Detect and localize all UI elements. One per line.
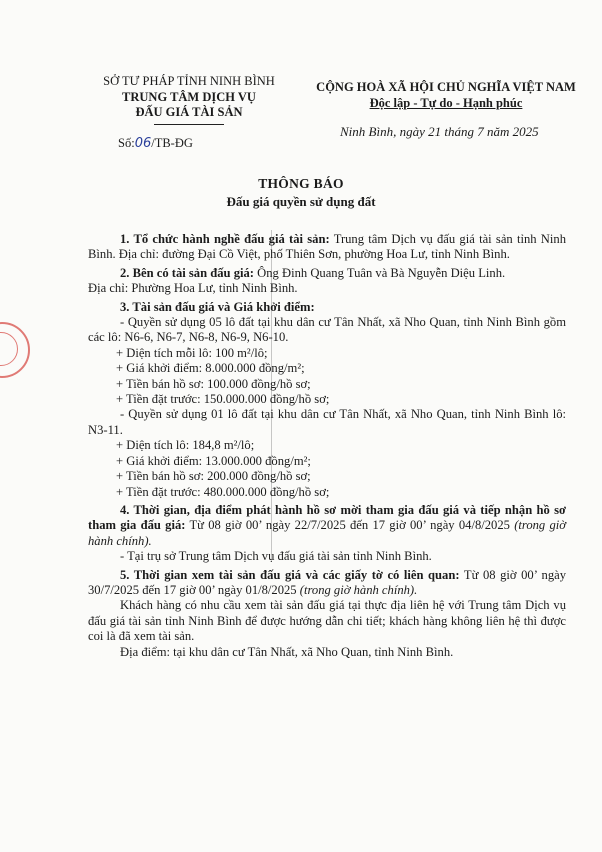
section-1-text: Trung tâm Dịch vụ đấu giá tài sản tỉnh Ninh Bình. Địa chỉ: đường Đại Cồ Việt, phố Thiên Sơn, phường Hoa Lư, tỉnh Ninh Bình. [88,232,566,262]
section-2-heading: 2. Bên có tài sản đấu giá: [120,265,254,280]
org-line-2: TRUNG TÂM DỊCH VỤ [122,89,256,104]
section-2-text: Ông Đinh Quang Tuân và Bà Nguyễn Diệu Linh. [254,265,506,280]
document-title: THÔNG BÁO [258,176,344,191]
lot-a-area: + Diện tích mỗi lô: 100 m²/lô; [116,345,268,360]
lot-b-dossier-fee: + Tiền bán hồ sơ: 200.000 đồng/hồ sơ; [116,469,311,484]
section-5-contact: Khách hàng có nhu cầu xem tài sản đấu giá tại thực địa liên hệ với Trung tâm Dịch vụ đấu giá tài sản tỉnh Ninh Bình để được hướng dẫn chi tiết; khách hàng không liên hệ thì được coi là đã xem tài sản. [88,598,566,644]
national-header [296,80,596,111]
section-3-lot-group-a: - Quyền sử dụng 05 lô đất tại khu dân cư Tân Nhất, xã Nho Quan, tỉnh Ninh Bình gồm các lô: N6-6, N6-7, N6-8, N6-9, N6-10. [88,315,566,345]
lot-b-deposit: + Tiền đặt trước: 480.000.000 đồng/hồ sơ; [116,484,330,499]
section-2 [88,266,566,281]
org-line-1: SỞ TƯ PHÁP TỈNH NINH BÌNH [103,74,275,88]
section-4-place: - Tại trụ sở Trung tâm Dịch vụ đấu giá tài sản tỉnh Ninh Bình. [120,549,432,564]
section-3-heading: 3. Tài sản đấu giá và Giá khởi điểm: [120,299,315,314]
section-2-address: Địa chỉ: Phường Hoa Lư, tỉnh Ninh Bình. [88,281,298,296]
section-5-heading: 5. Thời gian xem tài sản đấu giá và các giấy tờ có liên quan: [120,567,460,582]
section-3-lot-group-b: - Quyền sử dụng 01 lô đất tại khu dân cư Tân Nhất, xã Nho Quan, tỉnh Ninh Bình lô: N3-11. [88,407,566,437]
lot-a-starting-price: + Giá khởi điểm: 8.000.000 đồng/m²; [116,361,305,376]
doc-no-prefix: Số: [118,136,135,150]
national-motto: Độc lập - Tự do - Hạnh phúc [369,95,523,110]
section-5-text: Từ 08 giờ 00’ ngày 30/7/2025 đến 17 giờ 00’ ngày 01/8/2025 [88,567,566,597]
document-body [88,232,566,663]
org-underline [154,124,224,125]
document-subtitle: Đấu giá quyền sử dụng đất [226,194,376,209]
section-1 [88,232,566,263]
doc-no-handwritten: 06 [134,136,152,151]
section-4-heading: 4. Thời gian, địa điểm phát hành hồ sơ mời tham gia đấu giá và tiếp nhận hồ sơ tham gia đấu giá: [88,502,566,533]
section-4-note: (trong giờ hành chính). [88,518,566,548]
section-4-text: Từ 08 giờ 00’ ngày 22/7/2025 đến 17 giờ 00’ ngày 04/8/2025 [185,518,515,533]
org-line-3: ĐẤU GIÁ TÀI SẢN [135,105,243,119]
country-name: CỘNG HOÀ XÃ HỘI CHỦ NGHĨA VIỆT NAM [316,80,576,94]
section-5-location: Địa điểm: tại khu dân cư Tân Nhất, xã Nho Quan, tỉnh Ninh Bình. [120,644,454,659]
section-5 [88,568,566,599]
lot-a-dossier-fee: + Tiền bán hồ sơ: 100.000 đồng/hồ sơ; [116,376,311,391]
document-number [118,136,193,151]
section-1-heading: 1. Tổ chức hành nghề đấu giá tài sản: [120,232,330,246]
lot-a-deposit: + Tiền đặt trước: 150.000.000 đồng/hồ sơ; [116,392,330,407]
lot-b-area: + Diện tích lô: 184,8 m²/lô; [116,438,255,453]
lot-b-starting-price: + Giá khởi điểm: 13.000.000 đồng/m²; [116,453,311,468]
section-5-note: (trong giờ hành chính). [299,582,418,597]
issuing-organization [78,74,300,125]
doc-no-suffix: /TB-ĐG [151,136,193,150]
issue-date: Ninh Bình, ngày 21 tháng 7 năm 2025 [340,124,539,139]
red-seal-stamp [0,322,30,378]
section-4 [88,503,566,549]
